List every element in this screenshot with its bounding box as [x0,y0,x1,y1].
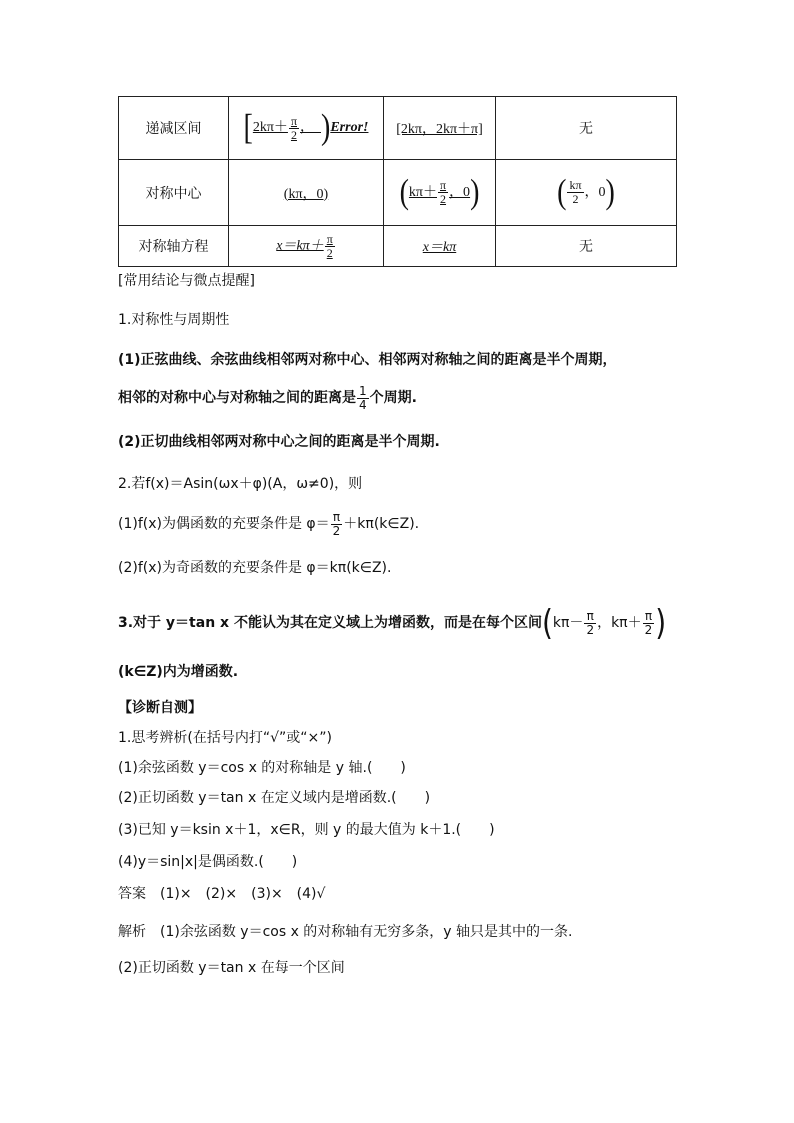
paragraph: (1)f(x)为偶函数的充要条件是 φ＝ $\frac{\pi}{2}$ ＋kπ(k∈Z). [118,509,420,538]
section-title: 2.若f(x)＝Asin(ωx＋φ)(A，ω≠0)，则 [118,476,363,492]
table-row [119,226,677,267]
tan-symmetry-center: ( $\frac{k\pi}{2}$ ，0) [496,160,677,226]
section-heading: [常用结论与微点提醒] [118,273,255,289]
answer: 答案 (1)× (2)× (3)× (4)√ [118,886,326,902]
cos-symmetry-center: (kπ＋ $\frac{\pi}{2}$ ，0) [384,160,496,226]
paragraph: (1)正弦曲线、余弦曲线相邻两对称中心、相邻两对称轴之间的距离是半个周期， [118,352,617,368]
row-label: 对称轴方程 [119,226,229,267]
sin-symmetry-center: (kπ，0) [229,160,384,226]
paragraph: (2)f(x)为奇函数的充要条件是 φ＝kπ(k∈Z). [118,560,392,576]
analysis: (2)正切函数 y＝tan x 在每一个区间 [118,960,345,976]
row-label: 递减区间 [119,97,229,160]
paragraph: 3.对于 y＝tan x 不能认为其在定义域上为增函数，而是在每个区间(kπ－ $\frac{\pi}{2}$ ，kπ＋ $\frac{\pi}{2}$ ) [118,601,667,643]
tan-symmetry-axis: 无 [496,226,677,267]
sin-symmetry-axis: x＝kπ＋ $\frac{\pi}{2}$ [229,226,384,267]
question-item: (3)已知 y＝ksin x＋1，x∈R，则 y 的最大值为 k＋1.( ) [118,822,495,838]
sin-decreasing-interval: [2kπ＋ $\frac{\pi}{2}$ ， )Error! [229,97,384,160]
table-row [119,160,677,226]
tan-decreasing-interval: 无 [496,97,677,160]
paragraph: (k∈Z)内为增函数. [118,664,239,680]
section-heading: 【诊断自测】 [118,700,202,716]
section-title: 1.对称性与周期性 [118,312,230,328]
question-item: (1)余弦函数 y＝cos x 的对称轴是 y 轴.( ) [118,760,406,776]
trig-properties-table [118,96,677,267]
cos-decreasing-interval: [2kπ，2kπ＋π] [384,97,496,160]
paragraph: (2)正切曲线相邻两对称中心之间的距离是半个周期. [118,434,440,450]
analysis: 解析 (1)余弦函数 y＝cos x 的对称轴有无穷多条，y 轴只是其中的一条. [118,924,573,940]
paragraph: 相邻的对称中心与对称轴之间的距离是 $\frac{1}{4}$ 个周期. [118,383,417,412]
cos-symmetry-axis: x＝kπ [384,226,496,267]
question-item: (2)正切函数 y＝tan x 在定义域内是增函数.( ) [118,790,431,806]
question-title: 1.思考辨析(在括号内打“√”或“×”) [118,730,332,746]
error-text: Error! [330,120,369,136]
question-item: (4)y＝sin|x|是偶函数.( ) [118,854,298,870]
row-label: 对称中心 [119,160,229,226]
table-row [119,97,677,160]
